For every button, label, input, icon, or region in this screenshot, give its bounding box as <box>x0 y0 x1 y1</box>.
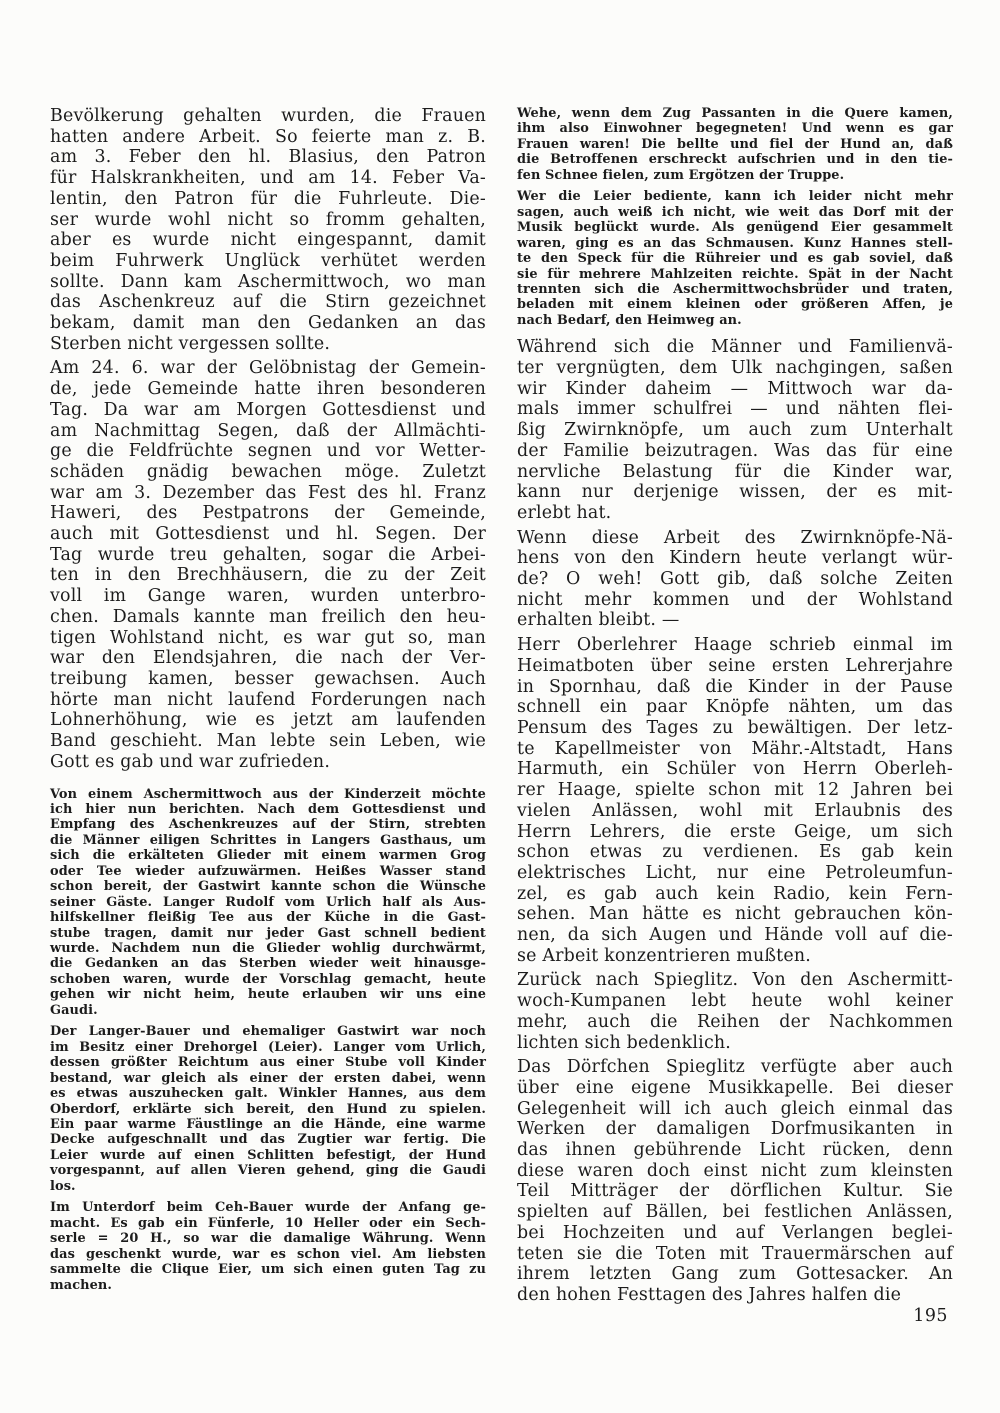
text-line: Bevölkerung gehalten wurden, die Frauen <box>50 106 486 126</box>
text-line: Am 24. 6. war der Gelöbnistag der Gemein- <box>50 358 486 379</box>
text-line: sehen. Man hätte es nicht gebrauchen kön- <box>517 904 953 925</box>
text-line: aber es wurde nicht eingespannt, damit <box>50 230 486 251</box>
text-line: vielen Anlässen, wohl mit Erlaubnis des <box>517 800 953 821</box>
text-line: sich die erkälteten Glieder mit einem warmen Grog <box>50 848 486 864</box>
text-line: die Betroffenen erschreckt aufschrien und in den tie- <box>517 152 953 168</box>
text-line: nen, da sich Augen und Hände voll auf die- <box>517 925 953 946</box>
text-line: Haweri, des Pestpatrons der Gemeinde, <box>50 503 486 524</box>
text-line: machen. <box>50 1277 112 1293</box>
text-line: über eine eigene Musikkapelle. Bei dieser <box>517 1077 953 1098</box>
text-line: Gott es gab und war zufrieden. <box>50 751 331 772</box>
text-line: Band geschieht. Man lebte sein Leben, wie <box>50 731 486 752</box>
paragraph <box>517 528 953 632</box>
text-line: Werken der damaligen Dorfmusikanten in <box>517 1119 953 1140</box>
text-line: im Besitz einer Drehorgel (Leier). Langer vom Urlich, <box>50 1039 486 1055</box>
text-line: voll im Gange waren, wurden unterbro- <box>50 586 486 607</box>
text-line: Wer die Leier bediente, kann ich leider nicht mehr <box>517 189 953 205</box>
text-line: Der Langer-Bauer und ehemaliger Gastwirt war noch <box>50 1024 486 1040</box>
text-line: Decke aufgeschnallt und das Zugtier war fertig. Die <box>50 1132 486 1148</box>
right-column <box>517 106 953 1306</box>
paragraph <box>517 189 953 328</box>
text-line: hatten andere Arbeit. So feierte man z. B. <box>50 126 486 147</box>
text-line: gehen wir nicht heim, heute erlauben wir uns eine <box>50 987 486 1003</box>
text-line: stube tragen, damit nur jeder Gast schnell bedient <box>50 925 486 941</box>
text-line: Harmuth, ein Schüler von Herrn Oberleh- <box>517 759 953 780</box>
text-line: diese waren doch einst nicht zum kleinsten <box>517 1160 953 1181</box>
text-line: elektrisches Licht, nur eine Petroleumfun- <box>517 862 953 883</box>
text-line: Musik beglückt wurde. Als genügend Eier gesammelt <box>517 220 953 236</box>
text-line: chen. Damals kannte man freilich den heu- <box>50 606 486 627</box>
text-line: bekam, damit man den Gedanken an das <box>50 313 486 334</box>
paragraph <box>517 1057 953 1305</box>
text-line: macht. Es gab ein Fünferle, 10 Heller oder ein Sech- <box>50 1215 486 1231</box>
text-line: mehr, auch die Reihen der Nachkommen <box>517 1011 953 1032</box>
text-line: war den Elendsjahren, die nach der Ver- <box>50 648 486 669</box>
text-line: treibung kamen, besser gewachsen. Auch <box>50 668 486 689</box>
text-line: Tag. Da war am Morgen Gottesdienst und <box>50 399 486 420</box>
text-line: ge die Feldfrüchte segnen und vor Wetter- <box>50 441 486 462</box>
text-line: serle = 20 H., so war die damalige Währung. Wenn <box>50 1231 486 1247</box>
text-line: zel, es gab auch kein Radio, kein Fern- <box>517 883 953 904</box>
text-line: teten sie die Toten mit Trauermärschen auf <box>517 1243 953 1264</box>
text-line: beim Fuhrwerk Unglück verhütet werden <box>50 250 486 271</box>
text-line: trennten sich die Aschermittwochsbrüder und traten, <box>517 281 953 297</box>
text-line: te Kapellmeister von Mähr.-Altstadt, Hans <box>517 738 953 759</box>
text-line: Oberdorf, erklärte sich bereit, den Hund zu spielen. <box>50 1101 486 1117</box>
text-line: sammelte die Clique Eier, um sich einen guten Tag zu <box>50 1262 486 1278</box>
text-line: Leier wurde auf einen Schlitten befestigt, der Hund <box>50 1147 486 1163</box>
page-number: 195 <box>913 1306 948 1326</box>
text-line: für Halskrankheiten, und am 14. Feber Va- <box>50 168 486 189</box>
text-line: lichten sich bedenklich. <box>517 1032 732 1053</box>
text-line: die Gedanken an das Sterben wieder weit hinausge- <box>50 956 486 972</box>
text-line: Das Dörfchen Spieglitz verfügte aber auch <box>517 1057 953 1078</box>
text-line: wurde. Nachdem nun die Glieder wohlig durchwärmt, <box>50 941 486 957</box>
paragraph <box>50 106 486 354</box>
text-line: se Arbeit konzentrieren mußten. <box>517 945 811 966</box>
text-line: ßig Zwirnknöpfe, um auch zum Unterhalt <box>517 420 953 441</box>
text-line: woch-Kumpanen lebt heute wohl keiner <box>517 991 953 1012</box>
text-line: wir Kinder daheim — Mittwoch war da- <box>517 378 953 399</box>
text-line: das Aschenkreuz auf die Stirn gezeichnet <box>50 292 486 313</box>
text-line: schon bereit, der Gastwirt kannte schon die Wünsche <box>50 879 486 895</box>
text-line: ihrem letzten Gang zum Gottesacker. An <box>517 1264 953 1285</box>
text-line: Pensum des Tages zu bewältigen. Der letz- <box>517 718 953 738</box>
text-line: de, jede Gemeinde hatte ihren besonderen <box>50 379 486 400</box>
text-line: hens von den Kindern heute verlangt wür- <box>517 548 953 569</box>
text-line: sagen, auch weiß ich nicht, wie weit das Dorf mit der <box>517 204 953 220</box>
text-line: Lohnerhöhung, wie es jetzt am laufenden <box>50 710 486 731</box>
text-line: Wehe, wenn dem Zug Passanten in die Quere kamen, <box>517 106 953 121</box>
text-line: kann nur derjenige wissen, der es mit- <box>517 482 953 503</box>
text-line: Empfang des Aschenkreuzes auf der Stirn, strebten <box>50 817 486 833</box>
text-line: sie für mehrere Mahlzeiten reichte. Spät in der Nacht <box>517 266 953 282</box>
text-line: Sterben nicht vergessen sollte. <box>50 333 331 354</box>
text-line: ter vergnügten, dem Ulk nachgingen, saßen <box>517 358 953 379</box>
text-line: tigen Wohlstand nicht, es war gut so, man <box>50 627 486 648</box>
text-line: bei Hochzeiten und auf Verlangen beglei- <box>517 1222 953 1243</box>
text-line: Während sich die Männer und Familienvä- <box>517 337 953 358</box>
text-line: ich hier nun berichten. Nach dem Gottesdienst und <box>50 801 486 817</box>
text-line: seiner Gäste. Langer Rudolf vom Urlich half als Aus- <box>50 894 486 910</box>
text-line: am 3. Feber den hl. Blasius, den Patron <box>50 147 486 168</box>
text-line: Tag wurde treu gehalten, sogar die Arbei- <box>50 544 486 565</box>
text-line: war am 3. Dezember das Fest des hl. Franz <box>50 482 486 503</box>
text-line: mals immer schulfrei — und nähten flei- <box>517 399 953 420</box>
text-line: Frauen waren! Die bellte und fiel der Hund an, daß <box>517 136 953 152</box>
text-line: nervliche Belastung für die Kinder war, <box>517 461 953 482</box>
text-line: erlebt hat. <box>517 502 612 523</box>
text-line: hilfskellner fleißig Tee aus der Küche in die Gast- <box>50 910 486 926</box>
text-line: Von einem Aschermittwoch aus der Kinderzeit möchte <box>50 786 486 802</box>
text-line: Ein paar warme Fäustlinge an die Hände, eine warme <box>50 1117 486 1133</box>
paragraph <box>517 106 953 183</box>
text-line: nicht mehr kommen und der Wohlstand <box>517 589 953 610</box>
text-line: Teil Mitträger der dörflichen Kultur. Sie <box>517 1181 953 1202</box>
text-line: vorgespannt, auf allen Vieren gehend, ging die Gaudi <box>50 1163 486 1179</box>
text-line: in Spornhau, daß die Kinder in der Pause <box>517 676 953 697</box>
text-line: bestand, war gleich als einer der ersten dabei, wenn <box>50 1070 486 1086</box>
text-line: schon etwas zu verdienen. Es gab kein <box>517 842 953 863</box>
text-line: oder Tee wieder aufzuwärmen. Heißes Wasser stand <box>50 863 486 879</box>
text-line: rer Haage, spielte schon mit 12 Jahren bei <box>517 780 953 801</box>
text-line: die Männer eiligen Schrittes in Langers Gasthaus, um <box>50 832 486 848</box>
text-line: das geschenkt wurde, war es schon viel. Am liebsten <box>50 1246 486 1262</box>
text-line: schnell ein paar Knöpfe nähten, um das <box>517 697 953 718</box>
text-line: beladen mit einem kleinen oder größeren Affen, je <box>517 297 953 313</box>
paragraph <box>517 970 953 1053</box>
text-line: ihm also Einwohner begegneten! Und wenn es gar <box>517 121 953 137</box>
text-line: nach Bedarf, den Heimweg an. <box>517 312 742 328</box>
text-line: schoben waren, wurde der Vorschlag gemacht, heute <box>50 971 486 987</box>
text-line: ten in den Brechhäusern, die zu der Zeit <box>50 565 486 586</box>
text-line: Herr Oberlehrer Haage schrieb einmal im <box>517 635 953 656</box>
text-line: waren, ging es an das Schmausen. Kunz Hannes stell- <box>517 235 953 251</box>
text-line: der Familie beizutragen. Was das für eine <box>517 440 953 461</box>
text-line: Heimatboten über seine ersten Lehrerjahre <box>517 655 953 676</box>
text-line: te den Speck für die Rühreier und es gab soviel, daß <box>517 251 953 267</box>
text-line: Gelegenheit will ich auch gleich einmal das <box>517 1098 953 1119</box>
text-line: lentin, den Patron für die Fuhrleute. Die- <box>50 188 486 209</box>
text-line: los. <box>50 1178 76 1194</box>
text-line: auch mit Gottesdienst und hl. Segen. Der <box>50 524 486 545</box>
text-line: am Nachmittag Segen, daß der Allmächti- <box>50 420 486 441</box>
text-line: sollte. Dann kam Aschermittwoch, wo man <box>50 271 486 292</box>
paragraph <box>517 337 953 523</box>
text-line: Zurück nach Spieglitz. Von den Aschermitt- <box>517 970 953 991</box>
paragraph <box>517 635 953 966</box>
paragraph <box>50 1200 486 1293</box>
text-line: de? O weh! Gott gib, daß solche Zeiten <box>517 569 953 590</box>
paragraph <box>50 358 486 772</box>
text-line: hörte man nicht laufend Forderungen nach <box>50 689 486 710</box>
text-line: dessen größter Reichtum aus einer Stube voll Kinder <box>50 1055 486 1071</box>
text-line: spielten auf Bällen, bei festlichen Anlässen, <box>517 1202 953 1223</box>
text-line: Herrn Lehrers, die erste Geige, um sich <box>517 821 953 842</box>
text-line: das ihnen gebührende Licht rücken, denn <box>517 1140 953 1161</box>
text-line: erhalten bleibt. — <box>517 610 680 631</box>
paragraph <box>50 1024 486 1194</box>
text-line: schäden gnädig bewachen möge. Zuletzt <box>50 461 486 482</box>
text-line: Gaudi. <box>50 1002 98 1018</box>
text-line: Im Unterdorf beim Ceh-Bauer wurde der Anfang ge- <box>50 1200 486 1216</box>
left-column <box>50 106 486 1306</box>
paragraph <box>50 787 486 1019</box>
text-line: Wenn diese Arbeit des Zwirnknöpfe-Nä- <box>517 527 953 548</box>
text-line: ser wurde wohl nicht so fromm gehalten, <box>50 209 486 230</box>
text-line: es etwas auszuhecken galt. Winkler Hannes, aus dem <box>50 1086 486 1102</box>
text-line: den hohen Festtagen des Jahres halfen die <box>517 1284 902 1305</box>
text-line: fen Schnee fielen, zum Ergötzen der Truppe. <box>517 167 845 183</box>
